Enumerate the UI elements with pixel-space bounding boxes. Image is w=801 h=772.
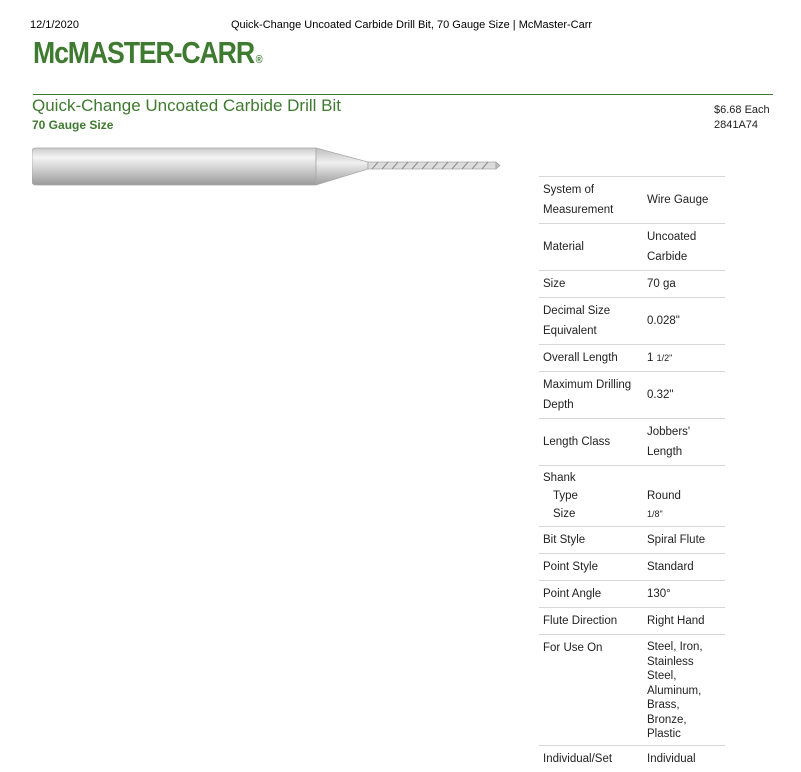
product-price: $6.68 Each <box>714 104 770 116</box>
spec-label: Flute Direction <box>539 608 641 635</box>
spec-row-material <box>539 224 725 271</box>
spec-label: Bit Style <box>539 527 641 554</box>
spec-sub-label-size: Size <box>553 508 576 520</box>
spec-value: 0.028" <box>641 298 725 345</box>
specifications-table <box>539 176 725 772</box>
spec-group-label: Shank <box>543 472 576 484</box>
spec-row-shank <box>539 466 725 527</box>
spec-value-whole: 1 <box>647 352 654 364</box>
spec-sub-value-type: Round <box>647 490 681 502</box>
spec-value: Spiral Flute <box>641 527 725 554</box>
spec-value: Jobbers' Length <box>641 419 725 466</box>
mcmaster-carr-logo[interactable] <box>33 37 263 68</box>
spec-row-individual-set <box>539 745 725 772</box>
spec-value: Wire Gauge <box>641 177 725 224</box>
spec-label: For Use On <box>539 635 641 746</box>
spec-value: Right Hand <box>641 608 725 635</box>
spec-value <box>641 345 725 372</box>
spec-value: 70 ga <box>641 271 725 298</box>
spec-label: Size <box>539 271 641 298</box>
spec-row-flute-direction <box>539 608 725 635</box>
spec-label: Individual/Set <box>539 745 641 772</box>
spec-label: Point Angle <box>539 581 641 608</box>
spec-row-overall-length <box>539 345 725 372</box>
spec-sub-label-type: Type <box>553 490 578 502</box>
spec-row-point-angle <box>539 581 725 608</box>
spec-value: 0.32" <box>641 372 725 419</box>
spec-value: Individual <box>641 745 725 772</box>
spec-row-size <box>539 271 725 298</box>
spec-row-max-drilling-depth <box>539 372 725 419</box>
header-divider <box>33 94 773 95</box>
spec-value: Steel, Iron, Stainless Steel, Aluminum, Brass, Bronze, Plastic <box>641 635 725 746</box>
spec-value-fraction: 1/2" <box>656 353 673 363</box>
spec-label: Material <box>539 224 641 271</box>
spec-value: 130° <box>641 581 725 608</box>
spec-label: Decimal Size Equivalent <box>539 298 641 345</box>
spec-row-length-class <box>539 419 725 466</box>
product-title: Quick-Change Uncoated Carbide Drill Bit <box>32 96 341 115</box>
spec-value: Uncoated Carbide <box>641 224 725 271</box>
spec-value <box>641 466 725 527</box>
spec-label: Length Class <box>539 419 641 466</box>
spec-row-bit-style <box>539 527 725 554</box>
print-page-title: Quick-Change Uncoated Carbide Drill Bit, 70 Gauge Size | McMaster-Carr <box>230 19 593 31</box>
spec-label: Point Style <box>539 554 641 581</box>
logo-text: McMASTER-CARR <box>33 35 254 70</box>
part-number[interactable]: 2841A74 <box>714 119 759 131</box>
spec-row-system-of-measurement <box>539 177 725 224</box>
spec-label <box>539 466 641 527</box>
spec-value: Standard <box>641 554 725 581</box>
spec-sub-value-size: 1/8" <box>647 509 663 519</box>
spec-label: System of Measurement <box>539 177 641 224</box>
drill-bit-image <box>32 145 502 194</box>
print-date: 12/1/2020 <box>30 19 79 31</box>
product-subtitle: 70 Gauge Size <box>32 118 114 132</box>
spec-row-for-use-on <box>539 635 725 746</box>
spec-row-decimal-size <box>539 298 725 345</box>
registered-mark: ® <box>255 54 263 66</box>
spec-label: Maximum Drilling Depth <box>539 372 641 419</box>
spec-row-point-style <box>539 554 725 581</box>
spec-label: Overall Length <box>539 345 641 372</box>
